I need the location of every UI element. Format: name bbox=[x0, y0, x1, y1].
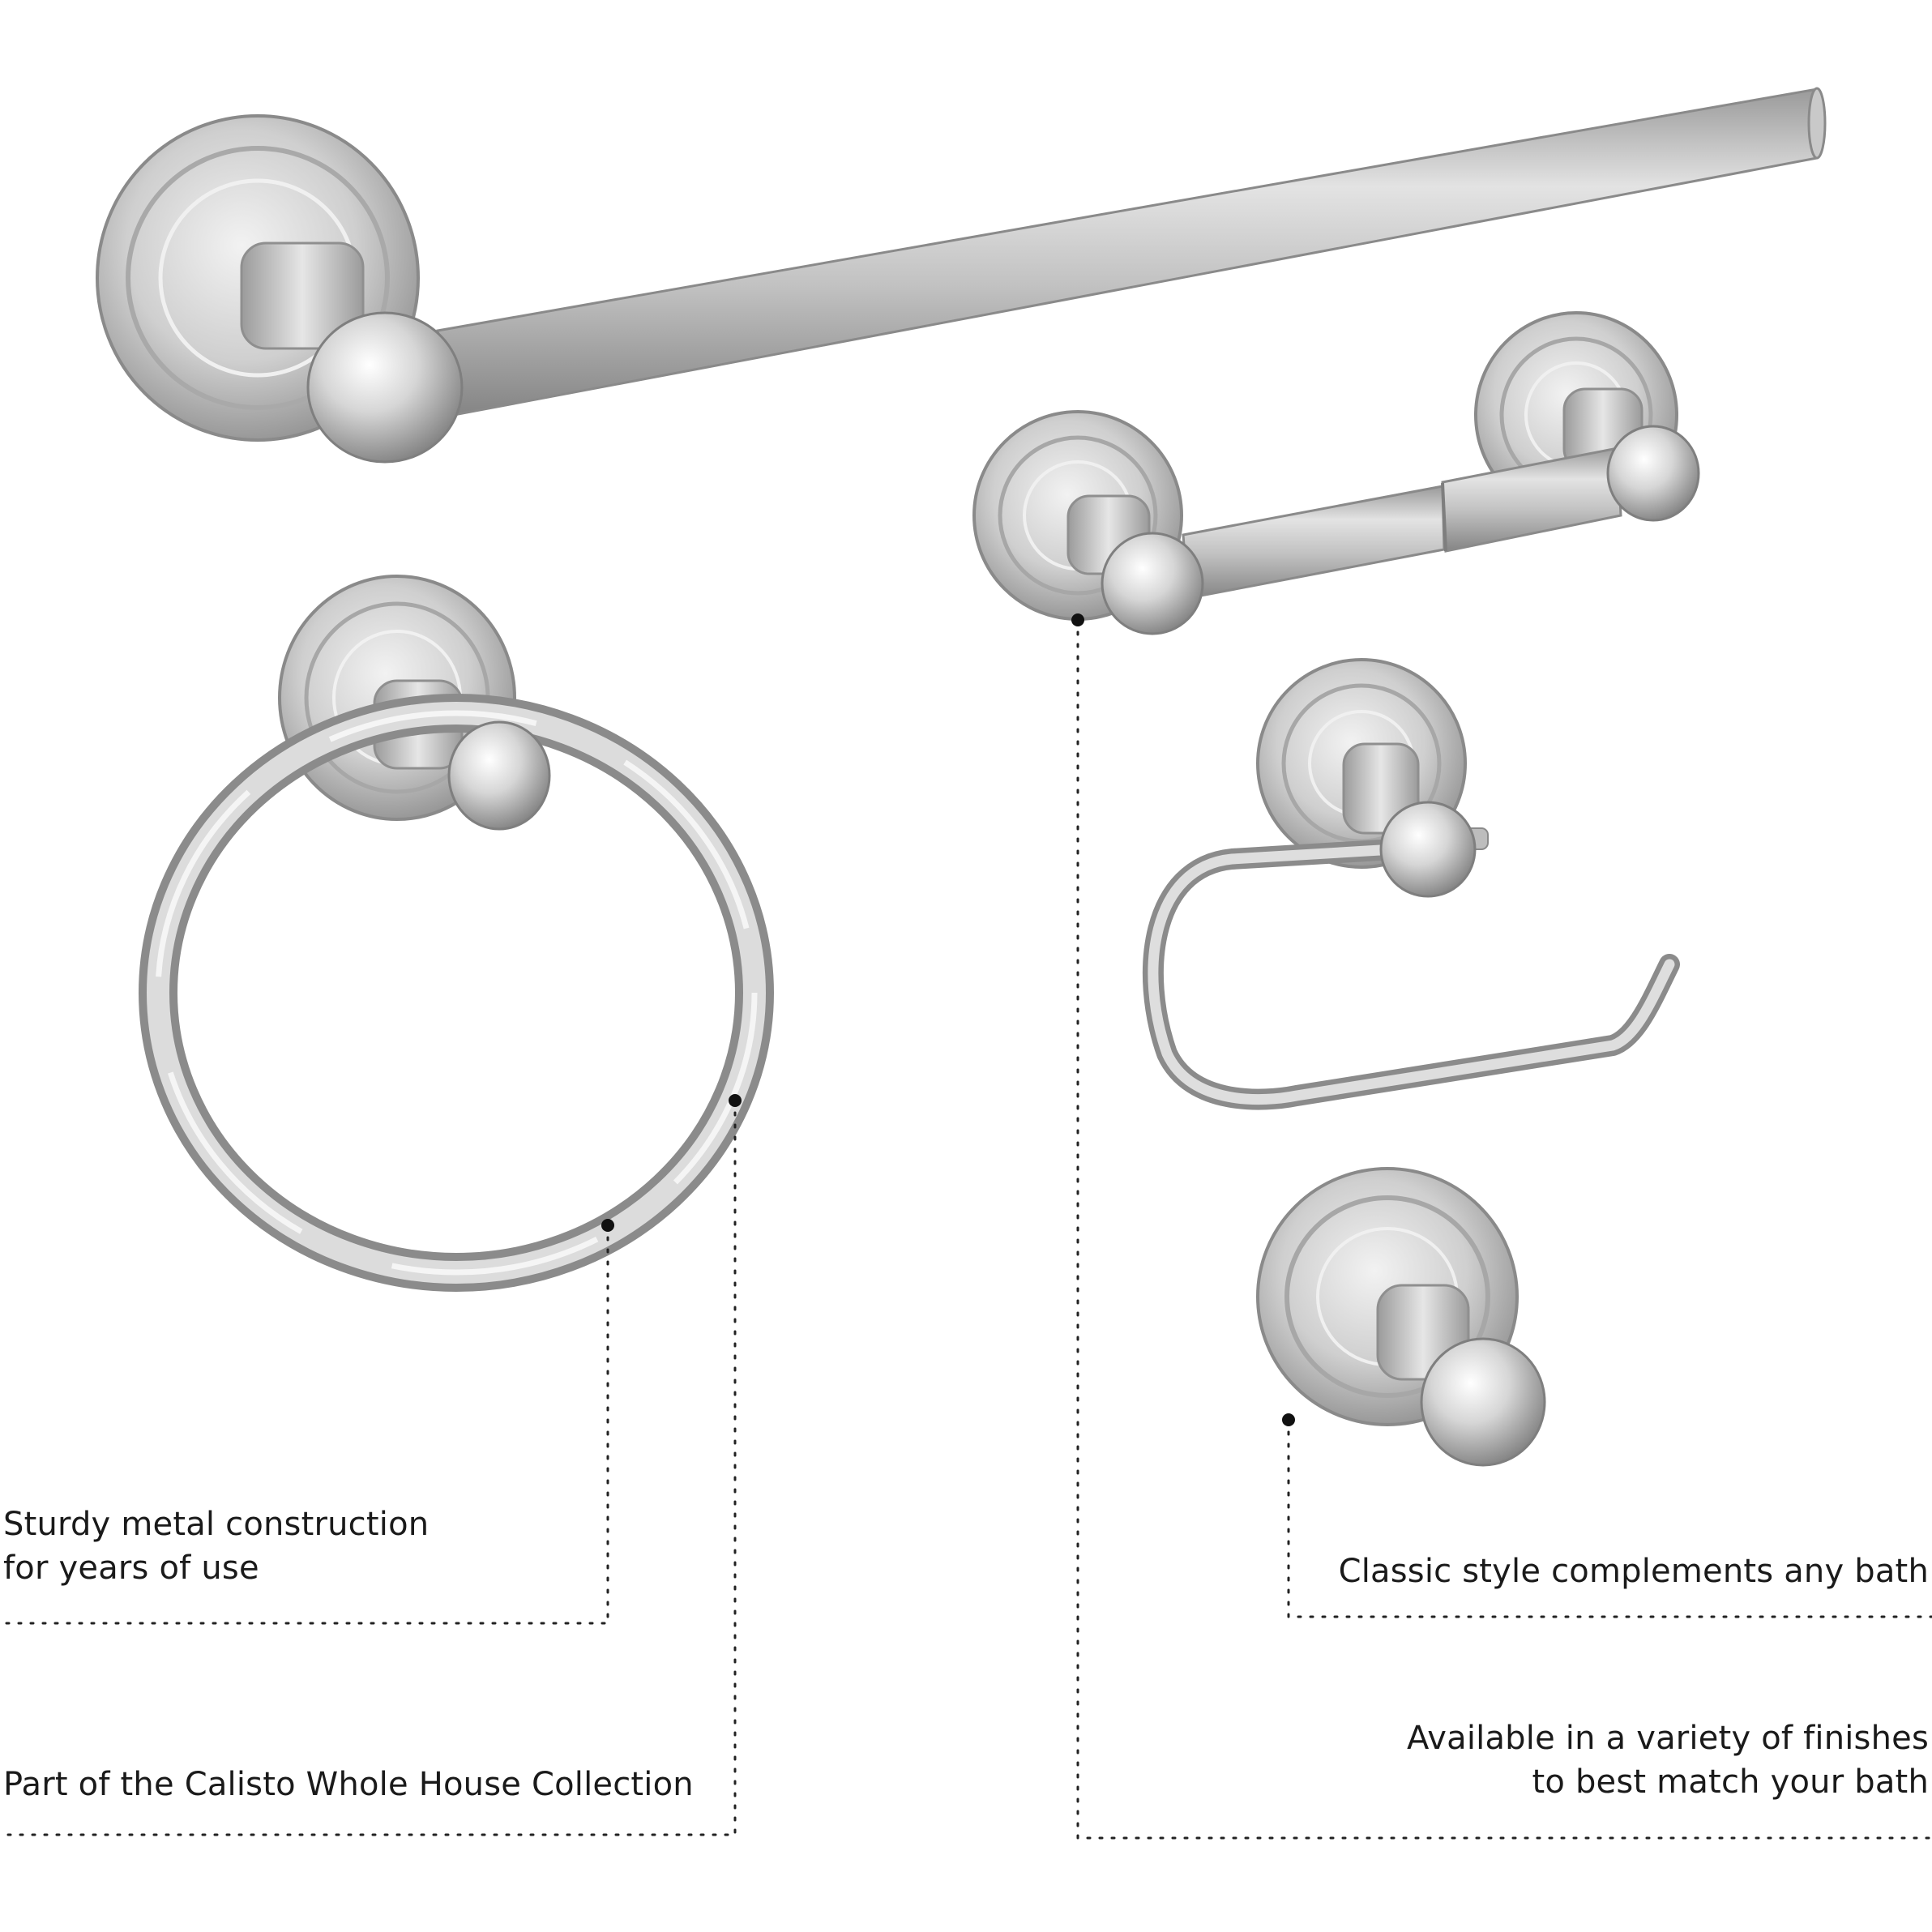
callout-finishes-line1: Available in a variety of finishes bbox=[1407, 1720, 1929, 1757]
callout-finishes bbox=[1407, 1716, 1929, 1804]
leader-finishes bbox=[1078, 620, 1932, 1838]
callout-sturdy-line2: for years of use bbox=[3, 1549, 259, 1587]
leader-dot-collection bbox=[729, 1094, 742, 1107]
callout-collection bbox=[3, 1763, 694, 1806]
leader-dot-classic bbox=[1282, 1413, 1295, 1426]
robe-hook-icon bbox=[1258, 1169, 1545, 1465]
leader-dot-sturdy bbox=[601, 1219, 614, 1232]
callout-classic-line1: Classic style complements any bath bbox=[1338, 1553, 1929, 1590]
leader-dots bbox=[601, 613, 1295, 1426]
callout-classic bbox=[1339, 1549, 1929, 1593]
callout-sturdy-line1: Sturdy metal construction bbox=[3, 1506, 430, 1543]
callout-collection-line1: Part of the Calisto Whole House Collection bbox=[3, 1766, 694, 1803]
paper-holder-icon bbox=[974, 313, 1699, 634]
towel-ring-icon bbox=[158, 576, 754, 1272]
callout-finishes-line2: to best match your bath bbox=[1532, 1763, 1929, 1801]
callout-sturdy bbox=[3, 1502, 429, 1590]
hook-holder-icon bbox=[1153, 660, 1669, 1100]
leader-dot-finishes bbox=[1071, 613, 1084, 626]
